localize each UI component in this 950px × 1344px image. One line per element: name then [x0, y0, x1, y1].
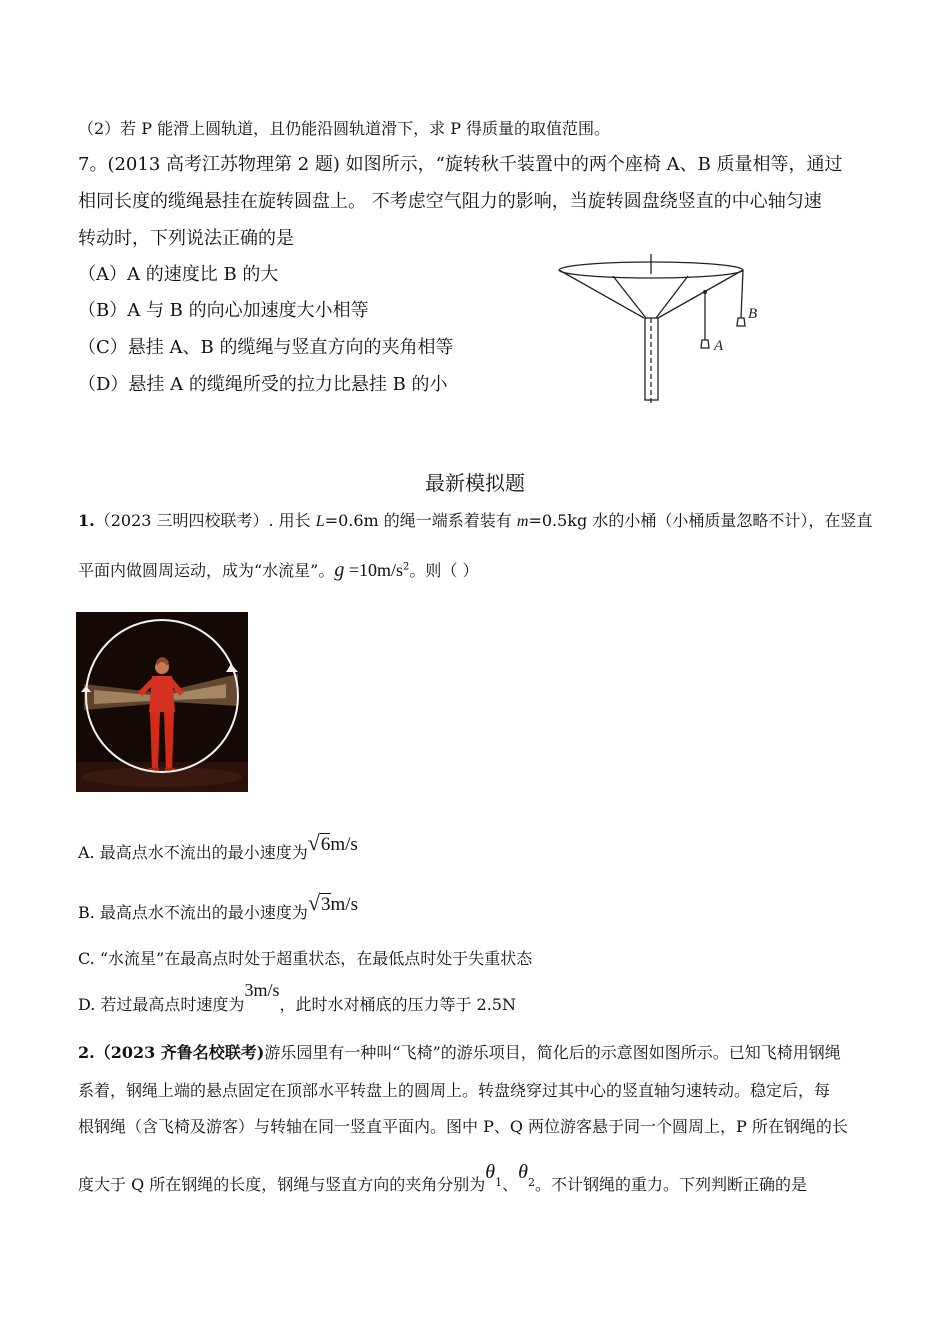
m2-stem-line4: 度大于 Q 所在钢绳的长度，钢绳与竖直方向的夹角分别为$\theta_1$、$\theta_2$。不计钢绳的重力。下列判断正确的是: [78, 1161, 807, 1194]
rope-b: [741, 270, 743, 318]
q7-stem-line3: 转动时，下列说法正确的是: [78, 228, 294, 249]
m1-stem-line1: 1.（2023 三明四校联考）. 用长 L=0.6m 的绳一端系着装有 m=0.5kg 水的小桶（小桶质量忽略不计），在竖直: [78, 511, 873, 530]
q7-stem-line2: 相同长度的缆绳悬挂在旋转圆盘上。 不考虑空气阻力的影响，当旋转圆盘绕竖直的中心轴匀速: [78, 191, 822, 212]
m1-option-a: A. 最高点水不流出的最小速度为√6m/s: [78, 830, 358, 862]
rotating-swing-figure: [548, 248, 778, 408]
water-meteor-photo: [76, 612, 248, 792]
m2-stem-line2: 系着，钢绳上端的悬点固定在顶部水平转盘上的圆周上。转盘绕穿过其中心的竖直轴匀速转动。稳定后，每: [78, 1081, 831, 1100]
m1-option-d: D. 若过最高点时速度为3m/s，此时水对桶底的压力等于 2.5N: [78, 980, 516, 1014]
m2-stem-line3: 根钢绳（含飞椅及游客）与转轴在同一竖直平面内。图中 P、Q 两位游客悬于同一个圆周上，P 所在钢绳的长: [78, 1117, 848, 1136]
m1-number: 1.: [78, 511, 95, 530]
m1-option-b: B. 最高点水不流出的最小速度为√3m/s: [78, 890, 358, 922]
label-a: A: [714, 338, 724, 354]
m2-stem-line1: 2.（2023 齐鲁名校联考)游乐园里有一种叫“飞椅”的游乐项目，简化后的示意图如图所示。已知飞椅用钢绳: [78, 1043, 841, 1062]
prev-question-part: （2）若 P 能滑上圆轨道，且仍能沿圆轨道滑下，求 P 得质量的取值范围。: [78, 119, 611, 138]
seat-b: [737, 318, 745, 326]
sqrt3-expression: √3m/s: [307, 890, 358, 915]
label-b: B: [748, 306, 758, 322]
m1-stem-line2: 平面内做圆周运动，成为“水流星”。$g =10m/s^2$。则（ ）: [78, 559, 479, 581]
q7-option-c: （C）悬挂 A、B 的缆绳与竖直方向的夹角相等: [78, 337, 454, 358]
q7-stem-line1: 7。(2013 高考江苏物理第 2 题) 如图所示，“旋转秋千装置中的两个座椅 A、B 质量相等，通过: [78, 154, 843, 175]
q7-option-a: （A）A 的速度比 B 的大: [78, 264, 279, 285]
sqrt6-expression: √6m/s: [307, 830, 358, 855]
m1-option-c: C. “水流星”在最高点时处于超重状态，在最低点时处于失重状态: [78, 949, 533, 968]
q7-option-b: （B）A 与 B 的向心加速度大小相等: [78, 300, 369, 321]
seat-a: [701, 340, 709, 348]
section-title: 最新模拟题: [425, 471, 525, 495]
q7-option-d: （D）悬挂 A 的缆绳所受的拉力比悬挂 B 的小: [78, 374, 448, 395]
